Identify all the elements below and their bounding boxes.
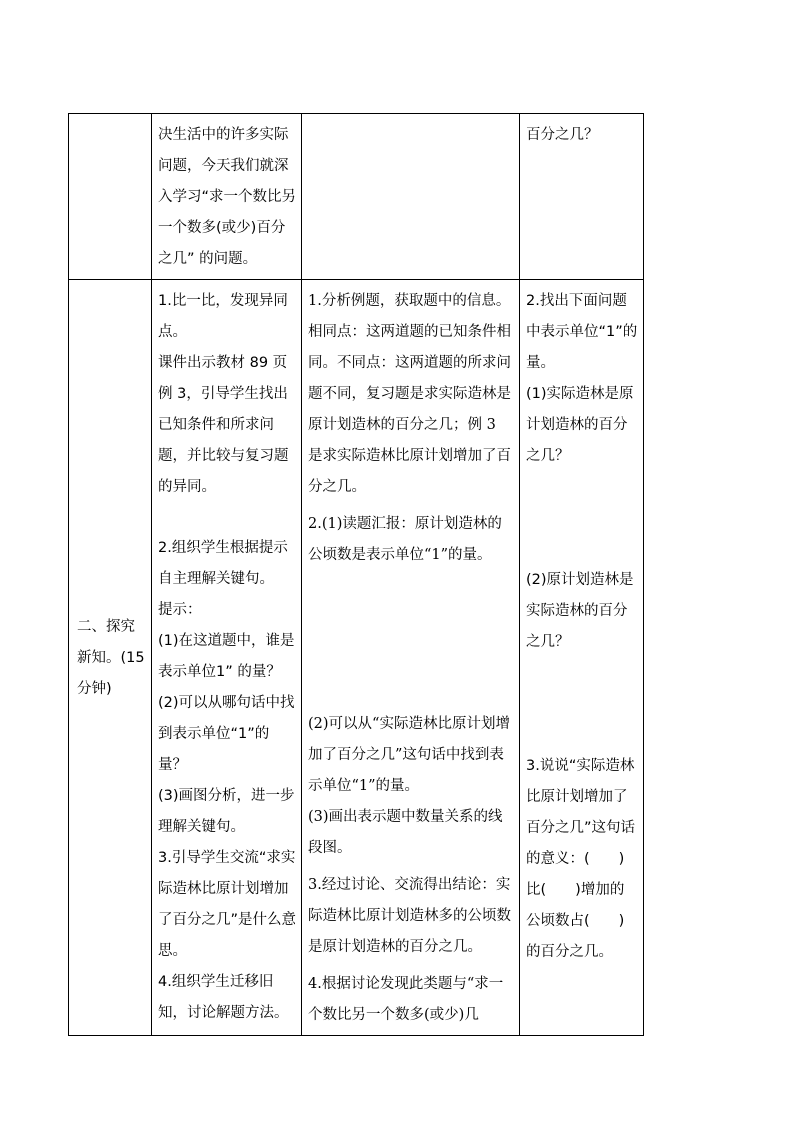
teacher-step-1-detail: 课件出示教材 89 页例 3，引导学生找出已知条件和所求问题，并比较与复习题的异同。: [158, 355, 289, 495]
cell-student-activity: [302, 114, 520, 280]
exercise-2: 2.找出下面问题中表示单位“1”的量。: [526, 293, 638, 371]
exercise-2-1: (1)实际造林是原计划造林的百分之几？: [526, 386, 634, 464]
cell-teacher-activity: [152, 114, 302, 280]
teacher-step-3: 3.引导学生交流“求实际造林比原计划增加了百分之几”是什么意思。: [158, 850, 297, 959]
teacher-hint-1: (1)在这道题中，谁是表示单位1” 的量？: [158, 633, 295, 680]
teacher-hint-3: (3)画图分析，进一步理解关键句。: [158, 788, 295, 835]
cell-stage: [69, 114, 152, 280]
teacher-hint-label: 提示：: [158, 602, 202, 618]
table-row: [69, 114, 644, 280]
student-step-2-1: 2.(1)读题汇报：原计划造林的公顷数是表示单位“1”的量。: [308, 516, 502, 563]
student-step-4: 4.根据讨论发现此类题与“求一个数比另一个数多(或少)几: [308, 976, 504, 1023]
stage-label: 二、探究新知。(15分钟): [77, 619, 145, 697]
cell-teacher-activity: [152, 280, 302, 1036]
teacher-step-1: 1.比一比，发现异同点。: [158, 293, 288, 340]
teacher-hint-2: (2)可以从哪句话中找到表示单位“1”的量？: [158, 695, 295, 773]
cell-exercise: [520, 280, 644, 1036]
teacher-step-2: 2.组织学生根据提示自主理解关键句。: [158, 540, 288, 587]
teacher-text: 决生活中的许多实际问题，今天我们就深入学习“求一个数比另一个数多(或少)百分之几” 的问题。: [158, 127, 297, 267]
student-step-2-3: (3)画出表示题中数量关系的线段图。: [308, 809, 503, 856]
cell-stage: [69, 280, 152, 1036]
lesson-plan-table: [68, 113, 644, 1036]
cell-student-activity: [302, 280, 520, 1036]
student-step-1: 1.分析例题，获取题中的信息。相同点：这两道题的已知条件相同。不同点：这两道题的所求问题不同，复习题是求实际造林是原计划造林的百分之几；例 3 是求实际造林比原计划增加了百分之几。: [308, 293, 511, 495]
exercise-text: 百分之几？: [526, 127, 599, 143]
student-step-3: 3.经过讨论、交流得出结论：实际造林比原计划造林多的公顷数是原计划造林的百分之几。: [308, 877, 511, 955]
exercise-3: 3.说说“实际造林比原计划增加了百分之几”这句话的意义：( )比( )增加的公顷数占( )的百分之几。: [526, 758, 636, 960]
table-row: [69, 280, 644, 1036]
teacher-step-4: 4.组织学生迁移旧知，讨论解题方法。: [158, 974, 289, 1021]
exercise-2-2: (2)原计划造林是实际造林的百分之几？: [526, 572, 634, 650]
cell-exercise: [520, 114, 644, 280]
student-step-2-2: (2)可以从“实际造林比原计划增加了百分之几”这句话中找到表示单位“1”的量。: [308, 716, 510, 794]
